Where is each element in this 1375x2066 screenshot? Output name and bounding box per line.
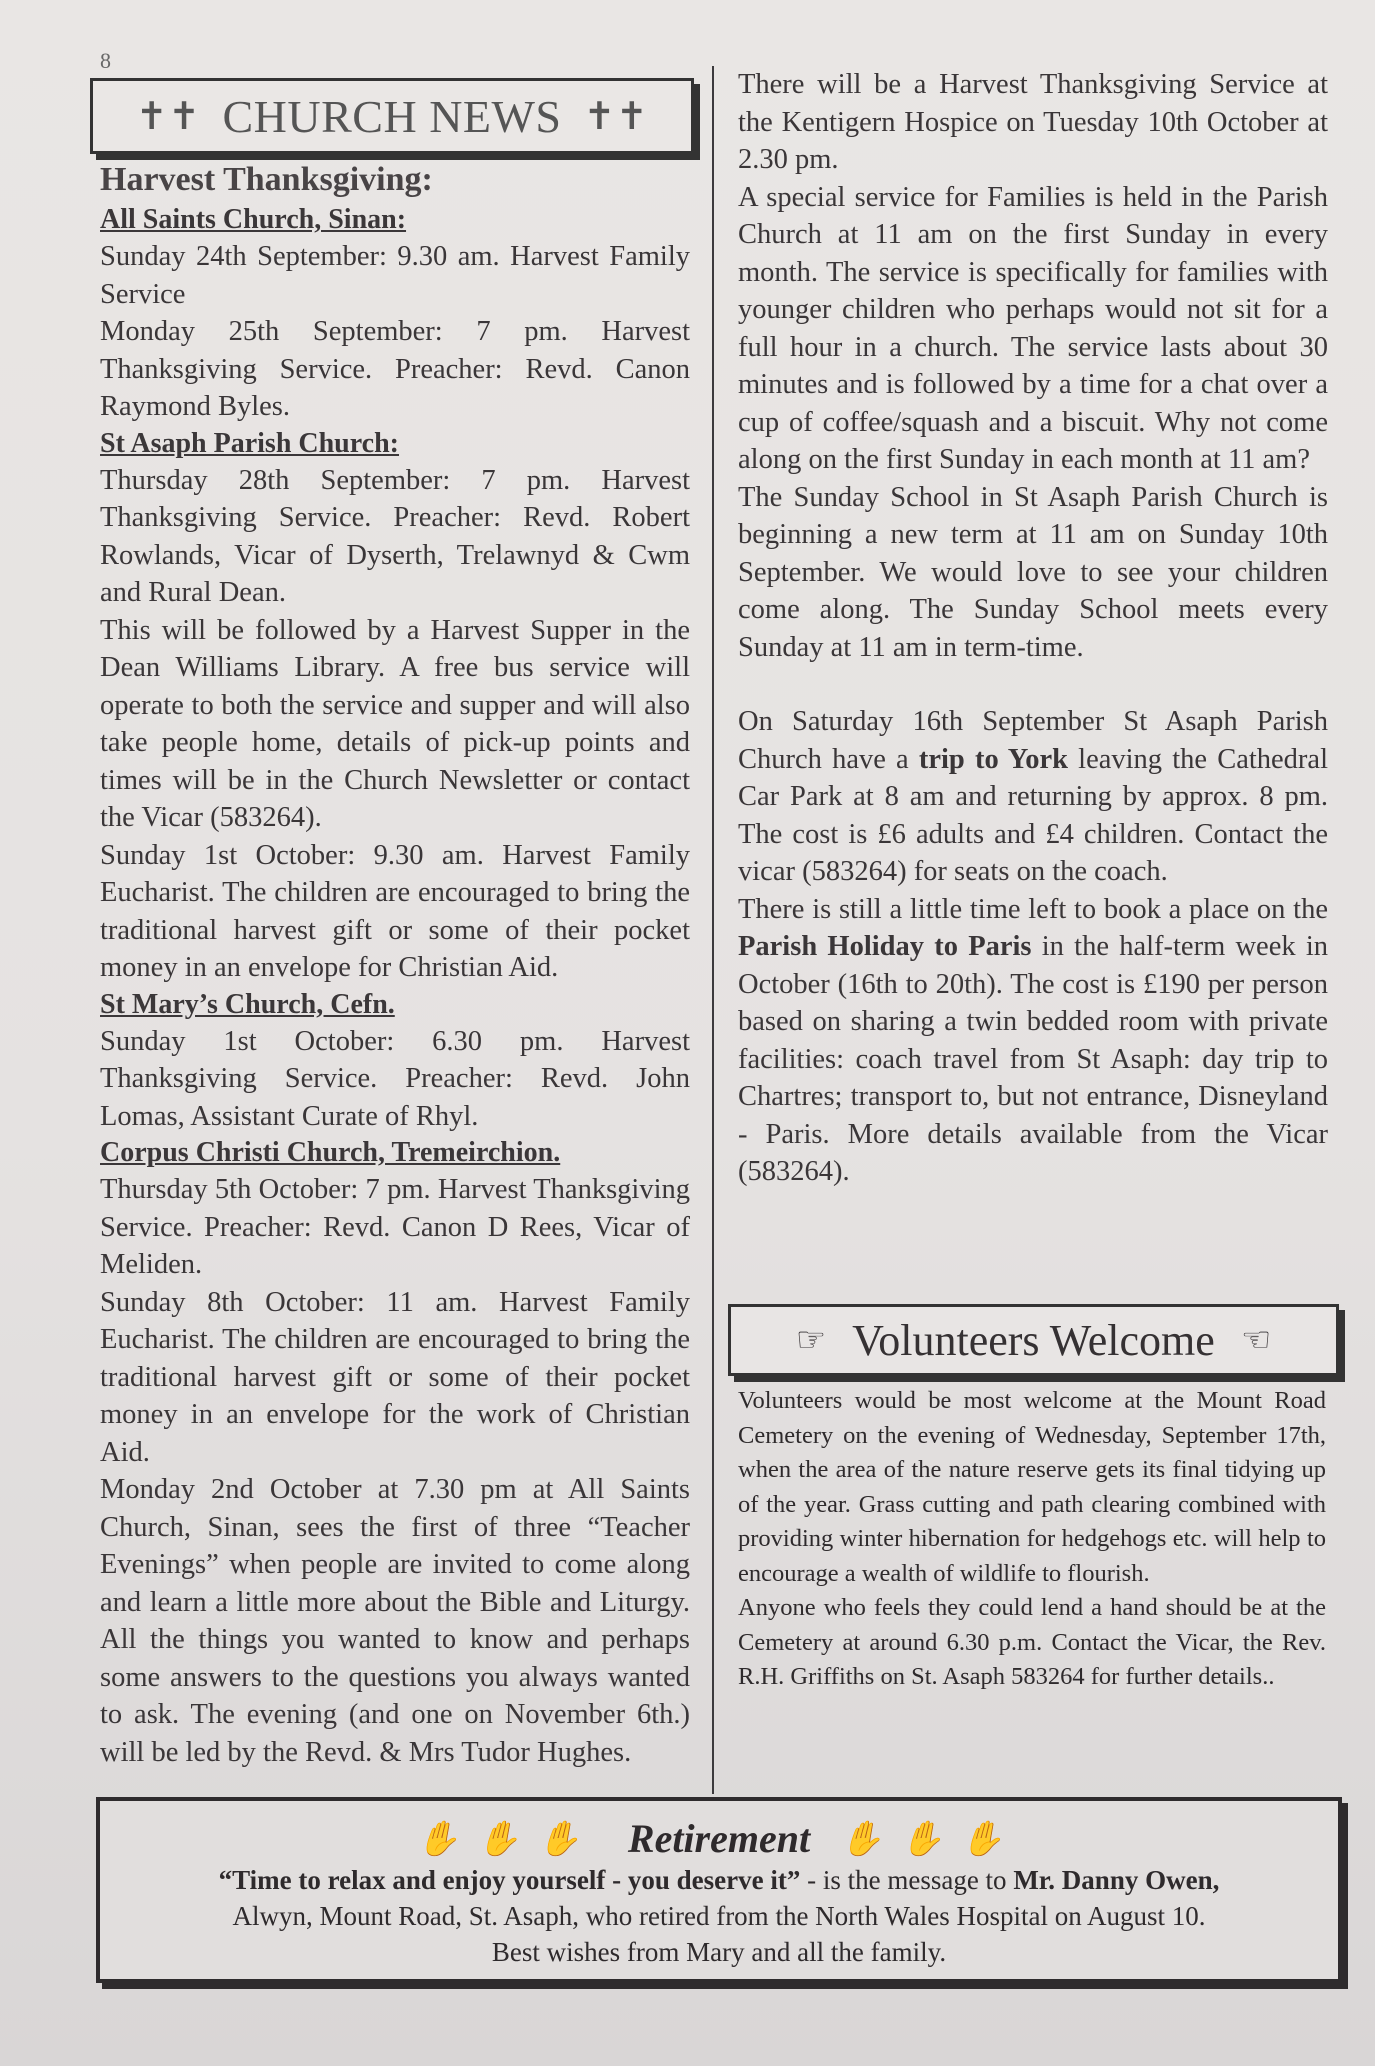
paris-holiday-highlight: Parish Holiday to Paris [738,931,1032,962]
harvest-heading: Harvest Thanksgiving: [100,161,433,198]
paris-holiday-paragraph: There is still a little time left to book a place on the Parish Holiday to Paris in the half-term week in October (16th to 20th). The cost is £190 per person based on sharing a twin bedded room with private facilities: coach travel from St Asaph: day trip to Chartres; transport to, but not entrance, Disneyland - Paris. More details available from the Vicar (583264). [738,893,1328,1187]
cross-icon: ✝✝ [135,95,201,138]
retirement-title: Retirement [627,1816,811,1861]
hospice-paragraph: There will be a Harvest Thanksgiving Service at the Kentigern Hospice on Tuesday 10th October at 2.30 pm. [738,69,1328,175]
volunteers-text [738,1384,1326,1695]
york-trip-paragraph: On Saturday 16th September St Asaph Parish Church have a trip to York leaving the Cathedral Car Park at 8 am and returning by approx. 8 pm. The cost is £6 adults and £4 children. Contact the vicar (583264) for seats on the coach. [738,706,1328,887]
retirement-line-3: Best wishes from Mary and all the family. [491,1937,947,1967]
families-paragraph: A special service for Families is held in the Parish Church at 11 am on the first Sunday in every month. The service is specifically for families with younger children who perhaps would not sit for a full hour in a church. The service lasts about 30 minutes and is followed by a time for a chat over a cup of coffee/squash and a biscuit. Why not come along on the first Sunday in each month at 11 am? [738,181,1328,475]
all-saints-service-1: Sunday 24th September: 9.30 am. Harvest Family Service [100,241,690,310]
corpus-christi-service-2: Sunday 8th October: 11 am. Harvest Family Eucharist. The children are encouraged to bring the traditional harvest gift or some of their pocket money in an envelope for the work of Christian Aid. [100,1286,690,1468]
retirement-line-2: Alwyn, Mount Road, St. Asaph, who retired from the North Wales Hospital on August 10. [232,1901,1206,1931]
st-asaph-heading: St Asaph Parish Church: [100,427,400,459]
retirement-box [96,1797,1342,1983]
cross-icon: ✝✝ [583,95,649,138]
right-column [738,66,1328,1191]
volunteers-paragraph-1: Volunteers would be most welcome at the Mount Road Cemetery on the evening of Wednesday, September 17th, when the area of the nature reserve gets its final tidying up of the year. Grass cutting and path clearing combined with providing winter hibernation for hedgehogs etc. will help to encourage a wealth of wildlife to flourish. [738,1387,1326,1587]
sunday-school-paragraph: The Sunday School in St Asaph Parish Church is beginning a new term at 11 am on Sunday 10th September. We would love to see your children come along. The Sunday School meets every Sunday at 11 am in term-time. [738,481,1328,663]
paragraph-gap [738,666,1328,703]
pointing-hand-right-icon: ☞ [795,1322,827,1359]
teacher-evenings-paragraph: Monday 2nd October at 7.30 pm at All Saints Church, Sinan, sees the first of three “Teacher Evenings” when people are invited to come along and learn a little more about the Bible and Liturgy. All the things you wanted to know and perhaps some answers to the questions you always wanted to ask. The evening (and one on November 6th.) will be led by the Revd. & Mrs Tudor Hughes. [100,1474,690,1768]
st-asaph-service-2: Sunday 1st October: 9.30 am. Harvest Family Eucharist. The children are encouraged to bring the traditional harvest gift or some of their pocket money in an envelope for Christian Aid. [100,839,690,983]
st-asaph-service-1: Thursday 28th September: 7 pm. Harvest Thanksgiving Service. Preacher: Revd. Robert Rowlands, Vicar of Dyserth, Trelawnyd & Cwm and Rural Dean. [100,464,690,608]
retiree-name: Mr. Danny Owen, [1013,1865,1220,1895]
waving-hands-icon: ✋✋✋ [416,1820,598,1858]
column-divider [712,66,714,1794]
waving-hands-icon: ✋✋✋ [840,1820,1022,1858]
volunteers-banner [728,1304,1339,1376]
corpus-christi-heading: Corpus Christi Church, Tremeirchion. [100,1137,561,1168]
corpus-christi-service-1: Thursday 5th October: 7 pm. Harvest Thanksgiving Service. Preacher: Revd. Canon D Rees, Vicar of Meliden. [100,1174,690,1280]
volunteers-title: Volunteers Welcome [852,1315,1215,1365]
st-marys-heading: St Mary’s Church, Cefn. [100,988,395,1020]
page-number: 8 [100,48,111,73]
york-trip-highlight: trip to York [918,743,1068,775]
harvest-supper-paragraph: This will be followed by a Harvest Supper in the Dean Williams Library. A free bus service will operate to both the service and supper and will also take people home, details of pick-up points and times will be in the Church Newsletter or contact the Vicar (583264). [100,614,690,833]
retirement-heading [100,1815,1338,1862]
all-saints-service-2: Monday 25th September: 7 pm. Harvest Thanksgiving Service. Preacher: Revd. Canon Raymond Byles. [100,316,690,422]
retirement-quote: “Time to relax and enjoy yourself - you deserve it” [218,1865,801,1895]
church-news-title: CHURCH NEWS [222,90,562,142]
church-news-banner [90,78,694,154]
retirement-line-1: “Time to relax and enjoy yourself - you deserve it” - is the message to Mr. Danny Owen, [218,1865,1220,1895]
st-marys-service: Sunday 1st October: 6.30 pm. Harvest Thanksgiving Service. Preacher: Revd. John Lomas, Assistant Curate of Rhyl. [100,1025,690,1132]
left-column [100,160,690,1771]
pointing-hand-left-icon: ☜ [1240,1322,1272,1359]
all-saints-heading: All Saints Church, Sinan: [100,204,407,235]
volunteers-paragraph-2: Anyone who feels they could lend a hand should be at the Cemetery at around 6.30 p.m. Contact the Vicar, the Rev. R.H. Griffiths on St. Asaph 583264 for further details.. [738,1594,1326,1690]
